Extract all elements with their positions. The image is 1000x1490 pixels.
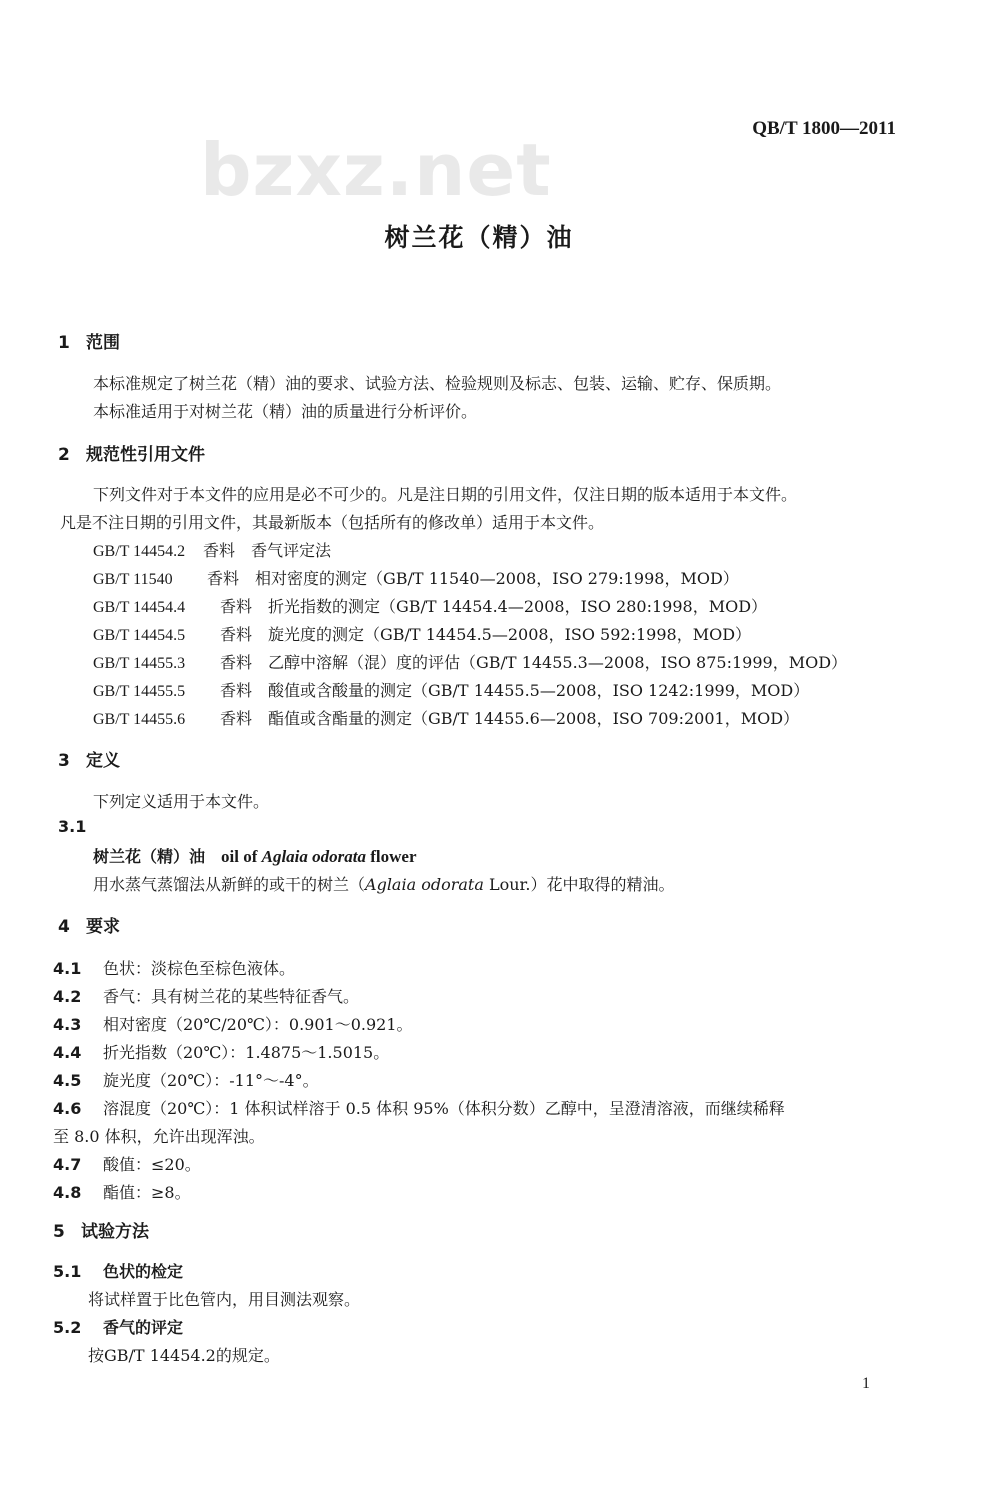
reference-title: 香料 旋光度的测定（GB/T 14454.5—2008，ISO 592:1998，MOD） [220,625,752,644]
subsection-5-1-heading [53,1259,183,1282]
reference-item [93,706,799,729]
reference-title: 香料 香气评定法 [203,541,332,560]
reference-title: 香料 乙醇中溶解（混）度的评估（GB/T 14455.3—2008，ISO 875:1999，MOD） [220,653,848,672]
requirement-item [53,1152,201,1175]
page-number: 1 [862,1375,870,1392]
reference-title: 香料 酯值或含酯量的测定（GB/T 14455.6—2008，ISO 709:2001，MOD） [220,709,800,728]
item-text: 旋光度（20℃）：-11°～-4°。 [103,1071,319,1090]
term-english-species: Aglaia odorata [261,847,366,866]
section-4-heading [58,912,120,937]
section-title: 要求 [86,917,120,937]
section-title: 试验方法 [81,1222,149,1242]
item-number: 4.7 [53,1155,82,1174]
scope-paragraph-2: 本标准适用于对树兰花（精）油的质量进行分析评价。 [93,402,478,421]
item-number: 4.3 [53,1015,82,1034]
section-5-heading [53,1217,149,1242]
reference-title: 香料 相对密度的测定（GB/T 11540—2008，ISO 279:1998，MOD） [207,569,739,588]
section-title: 范围 [86,333,120,353]
section-title: 规范性引用文件 [86,445,205,465]
reference-item [93,538,331,561]
reference-item [93,566,739,589]
section-title: 定义 [86,751,120,771]
term-chinese: 树兰花（精）油 [93,847,206,866]
watermark: bzxz.net [200,128,552,212]
term-line [93,844,417,867]
definitions-intro: 下列定义适用于本文件。 [93,792,270,811]
reference-code: GB/T 14455.5 [93,683,186,700]
subsection-number: 5.1 [53,1262,82,1281]
references-intro-line-1: 下列文件对于本文件的应用是必不可少的。凡是注日期的引用文件，仅注日期的版本适用于本文件。 [93,485,798,504]
section-number: 5 [53,1222,65,1242]
document-title: 树兰花（精）油 [384,223,574,252]
scope-paragraph-1: 本标准规定了树兰花（精）油的要求、试验方法、检验规则及标志、包装、运输、贮存、保质期。 [93,374,782,393]
requirement-item [53,1096,785,1119]
requirement-item [53,956,295,979]
item-number: 4.1 [53,959,82,978]
section-3-heading [58,746,120,771]
item-number: 4.8 [53,1183,82,1202]
section-number: 4 [58,917,70,937]
item-number: 4.6 [53,1099,82,1118]
subsection-title: 色状的检定 [103,1262,184,1281]
references-intro-line-2: 凡是不注日期的引用文件，其最新版本（包括所有的修改单）适用于本文件。 [60,513,605,532]
reference-title: 香料 酸值或含酸量的测定（GB/T 14455.5—2008，ISO 1242:1999，MOD） [220,681,810,700]
subsection-5-2-text: 按GB/T 14454.2的规定。 [88,1346,280,1365]
requirement-item [53,1180,191,1203]
section-number: 3 [58,751,70,771]
definition-species: Aglaia odorata [365,875,484,894]
reference-code: GB/T 14454.2 [93,543,186,560]
term-english-prefix: oil of [221,847,258,866]
item-number: 4.4 [53,1043,82,1062]
item-text: 溶混度（20℃）：1 体积试样溶于 0.5 体积 95%（体积分数）乙醇中，呈澄清溶液，而继续稀释 [103,1099,785,1118]
item-text: 香气：具有树兰花的某些特征香气。 [103,987,360,1006]
reference-item [93,594,767,617]
reference-code: GB/T 14454.4 [93,599,186,616]
requirement-item [53,1068,319,1091]
reference-item [93,650,847,673]
requirement-item [53,984,359,1007]
item-number: 4.5 [53,1071,82,1090]
standard-code: QB/T 1800—2011 [752,118,896,139]
definition-prefix: 用水蒸气蒸馏法从新鲜的或干的树兰（ [93,875,366,894]
section-number: 1 [58,333,70,353]
reference-code: GB/T 14455.6 [93,711,186,728]
item-text: 相对密度（20℃/20℃）：0.901～0.921。 [103,1015,413,1034]
section-number: 2 [58,445,70,465]
item-text: 酯值：≥8。 [103,1183,191,1202]
section-1-heading [58,328,120,353]
item-text: 色状：淡棕色至棕色液体。 [103,959,296,978]
reference-item [93,678,809,701]
reference-code: GB/T 14455.3 [93,655,186,672]
reference-item [93,622,751,645]
requirement-item-continuation: 至 8.0 体积，允许出现浑浊。 [53,1127,265,1146]
requirement-item [53,1012,413,1035]
reference-code: GB/T 11540 [93,571,173,588]
reference-code: GB/T 14454.5 [93,627,186,644]
subsection-number: 5.2 [53,1318,82,1337]
item-text: 酸值：≤20。 [103,1155,201,1174]
term-english-suffix: flower [370,847,417,866]
item-number: 4.2 [53,987,82,1006]
clause-number: 3.1 [58,817,87,836]
item-text: 折光指数（20℃）：1.4875～1.5015。 [103,1043,390,1062]
reference-title: 香料 折光指数的测定（GB/T 14454.4—2008，ISO 280:1998，MOD） [220,597,768,616]
term-english [221,847,417,866]
section-2-heading [58,440,205,465]
term-definition [93,872,675,895]
subsection-title: 香气的评定 [103,1318,184,1337]
subsection-5-1-text: 将试样置于比色管内，用目测法观察。 [88,1290,361,1309]
subsection-5-2-heading [53,1315,183,1338]
definition-suffix: Lour.）花中取得的精油。 [483,875,675,894]
requirement-item [53,1040,389,1063]
